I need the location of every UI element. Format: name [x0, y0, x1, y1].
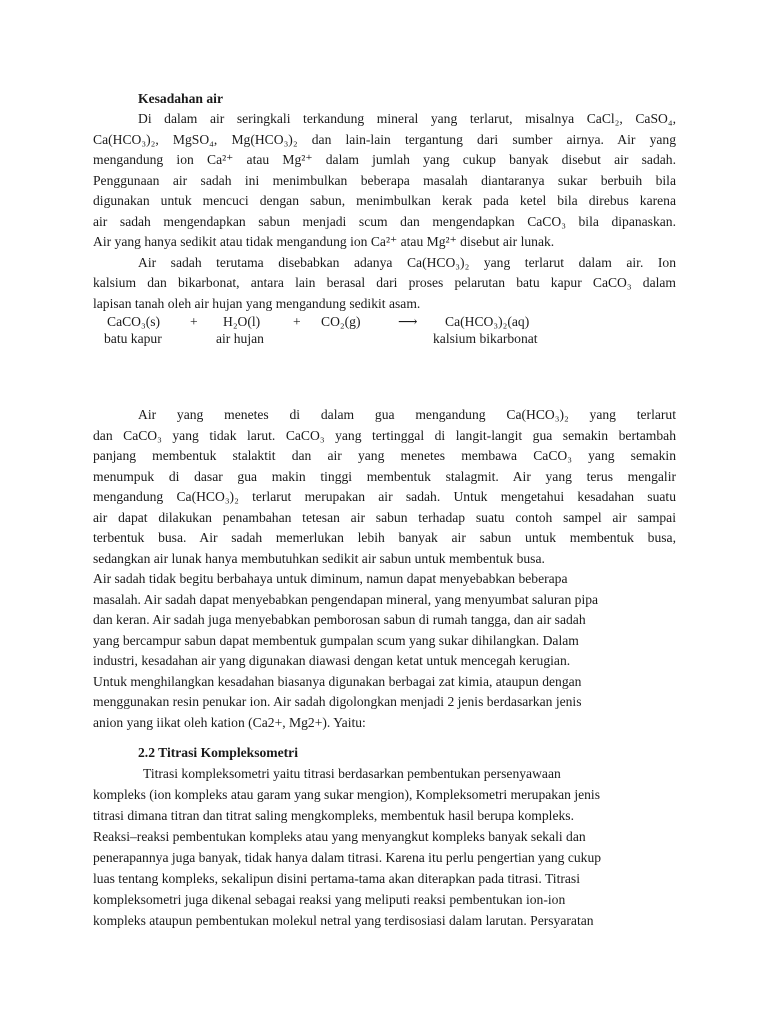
paragraph2-line: Air sadah terutama disebabkan adanya Ca(HCO₃)₂ yang terlarut dalam air. Ion [138, 255, 676, 270]
paragraph3-line: menumpuk di dasar gua makin tinggi membentuk stalagmit. Air yang terus mengalir [93, 469, 676, 484]
paragraph5-line: titrasi dimana titran dan titrat saling mengkompleks, membentuk hasil berupa kompleks. [93, 808, 574, 823]
paragraph4-line: masalah. Air sadah dapat menyebabkan pengendapan mineral, yang menyumbat saluran pipa [93, 592, 599, 607]
paragraph5-line: penerapannya juga banyak, tidak hanya dalam titrasi. Karena itu perlu pengertian yang cukup [93, 850, 602, 865]
equation-label-batu-kapur: batu kapur [104, 331, 162, 346]
paragraph2-line: lapisan tanah oleh air hujan yang mengandung sedikit asam. [93, 296, 421, 311]
paragraph4-line: dan keran. Air sadah juga menyebabkan pemborosan sabun di rumah tangga, dan air sadah [93, 612, 586, 627]
equation-label-kalsium-bikarbonat: kalsium bikarbonat [433, 331, 538, 346]
equation-reactant-co2: CO₂(g) [321, 314, 361, 329]
paragraph3-line: Air yang menetes di dalam gua mengandung Ca(HCO₃)₂ yang terlarut [138, 407, 676, 422]
paragraph1-line: digunakan untuk mencuci dengan sabun, menimbulkan kerak pada ketel bila direbus karena [93, 193, 676, 208]
paragraph3-line: mengandung Ca(HCO₃)₂ terlarut merupakan air sadah. Untuk mengetahui kesadahan suatu [93, 489, 676, 504]
paragraph3-line: dan CaCO₃ yang tidak larut. CaCO₃ yang tertinggal di langit-langit gua semakin bertambah [93, 428, 676, 443]
equation-reactant-caco3: CaCO₃(s) [107, 314, 161, 329]
paragraph1-line: Air yang hanya sedikit atau tidak mengandung ion Ca²⁺ atau Mg²⁺ disebut air lunak. [93, 234, 555, 249]
paragraph4-line: menggunakan resin penukar ion. Air sadah digolongkan menjadi 2 jenis berdasarkan jenis [93, 694, 582, 709]
section-heading-titrasi: 2.2 Titrasi Kompleksometri [138, 745, 298, 760]
paragraph4-line: Air sadah tidak begitu berbahaya untuk diminum, namun dapat menyebabkan beberapa [93, 571, 568, 586]
equation-plus-sign: + [293, 314, 301, 329]
equation-reactant-h2o: H₂O(l) [223, 314, 261, 329]
paragraph4-line: anion yang iikat oleh kation (Ca2+, Mg2+). Yaitu: [93, 715, 366, 730]
paragraph5-line: Titrasi kompleksometri yaitu titrasi berdasarkan pembentukan persenyawaan [143, 766, 561, 781]
equation-label-air-hujan: air hujan [216, 331, 264, 346]
chemical-equation [93, 314, 676, 354]
equation-product: Ca(HCO₃)₂(aq) [445, 314, 530, 329]
paragraph1-line: air sadah mengendapkan sabun menjadi scum dan mengendapkan CaCO₃ bila dipanaskan. [93, 214, 676, 229]
paragraph5-line: kompleksometri juga dikenal sebagai reaksi yang meliputi reaksi pembentukan ion-ion [93, 892, 566, 907]
paragraph4-line: industri, kesadahan air yang digunakan diawasi dengan ketat untuk mencegah kerugian. [93, 653, 571, 668]
paragraph3-line: sedangkan air lunak hanya membutuhkan sedikit air sabun untuk membentuk busa. [93, 551, 545, 566]
paragraph2-line: kalsium dan bikarbonat, antara lain berasal dari proses pelarutan batu kapur CaCO₃ dalam [93, 275, 676, 290]
paragraph3-line: terbentuk busa. Air sadah memerlukan lebih banyak air sabun untuk membentuk busa, [93, 530, 676, 545]
paragraph4-line: Untuk menghilangkan kesadahan biasanya digunakan berbagai zat kimia, ataupun dengan [93, 674, 582, 689]
section-heading-kesadahan: Kesadahan air [138, 91, 223, 106]
paragraph1-line: Ca(HCO₃)₂, MgSO₄, Mg(HCO₃)₂ dan lain-lain tergantung dari sumber airnya. Air yang [93, 132, 676, 147]
paragraph4-line: yang bercampur sabun dapat membentuk gumpalan scum yang sukar dihilangkan. Dalam [93, 633, 579, 648]
paragraph1-line: mengandung ion Ca²⁺ atau Mg²⁺ dalam jumlah yang cukup banyak disebut air sadah. [93, 152, 676, 167]
paragraph5-line: kompleks ataupun pembentukan molekul netral yang terdisosiasi dalam larutan. Persyaratan [93, 913, 594, 928]
paragraph5-line: Reaksi–reaksi pembentukan kompleks atau yang menyangkut kompleks banyak sekali dan [93, 829, 586, 844]
paragraph3-line: air dapat dilakukan penambahan tetesan air sabun terhadap suatu contoh sampel air sampai [93, 510, 676, 525]
paragraph1-line: Penggunaan air sadah ini menimbulkan beberapa masalah diantaranya sukar berbuih bila [93, 173, 676, 188]
equation-plus-sign: + [190, 314, 198, 329]
paragraph5-line: kompleks (ion kompleks atau garam yang sukar mengion), Kompleksometri merupakan jenis [93, 787, 601, 802]
paragraph3-line: panjang membentuk stalaktit dan air yang menetes membawa CaCO₃ yang semakin [93, 448, 676, 463]
paragraph1-line: Di dalam air seringkali terkandung mineral yang terlarut, misalnya CaCl₂, CaSO₄, [138, 111, 676, 126]
equation-arrow: ⟶ [398, 314, 418, 329]
paragraph5-line: luas tentang kompleks, sekalipun disini pertama-tama akan diterapkan pada titrasi. Titrasi [93, 871, 580, 886]
